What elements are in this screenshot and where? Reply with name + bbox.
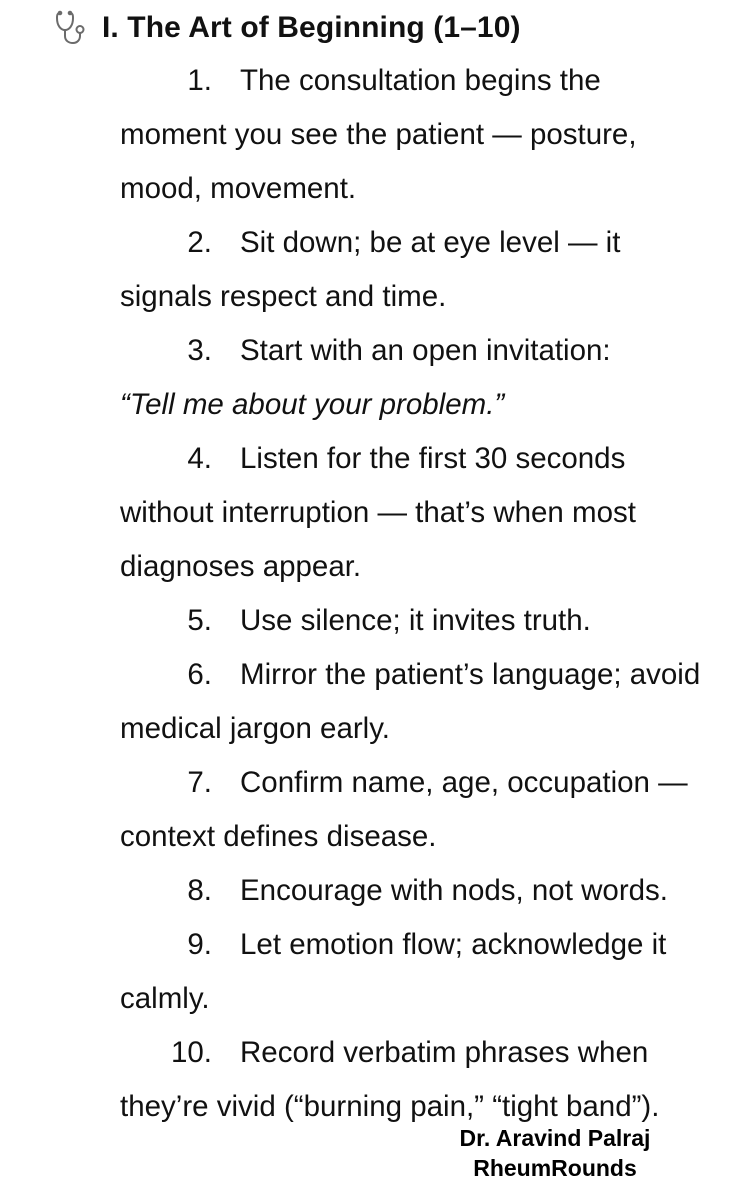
item-quote: “Tell me about your problem.” [120, 388, 505, 421]
item-number: 4. [187, 442, 212, 475]
list-item [120, 756, 710, 864]
list-item [120, 1026, 710, 1134]
item-text: Confirm name, age, occupation — context defines disease. [120, 766, 688, 853]
stethoscope-icon [52, 8, 92, 48]
list-item [120, 594, 710, 648]
item-text: Let emotion flow; acknowledge it calmly. [120, 928, 667, 1015]
section-heading [52, 6, 521, 50]
item-text: Encourage with nods, not words. [240, 874, 668, 907]
list-item [120, 918, 710, 1026]
item-number: 10. [170, 1036, 212, 1069]
list-item [120, 648, 710, 756]
item-number: 9. [187, 928, 212, 961]
item-text: The consultation begins the moment you see the patient — posture, mood, movement. [120, 64, 637, 205]
item-text: Listen for the first 30 seconds without interruption — that’s when most diagnoses appear. [120, 442, 636, 583]
list-item [120, 324, 710, 432]
item-number: 3. [187, 334, 212, 367]
item-number: 1. [187, 64, 212, 97]
item-number: 7. [187, 766, 212, 799]
item-number: 2. [187, 226, 212, 259]
advice-list [120, 54, 710, 1134]
item-number: 8. [187, 874, 212, 907]
author-name: Dr. Aravind Palraj [459, 1125, 651, 1151]
item-text: Sit down; be at eye level — it signals respect and time. [120, 226, 621, 313]
item-text: Use silence; it invites truth. [240, 604, 591, 637]
item-number: 6. [187, 658, 212, 691]
list-item [120, 864, 710, 918]
item-number: 5. [187, 604, 212, 637]
list-item [120, 216, 710, 324]
list-item [120, 54, 710, 216]
item-text: Record verbatim phrases when they’re vivid (“burning pain,” “tight band”). [120, 1036, 660, 1123]
page-title: I. The Art of Beginning (1–10) [102, 11, 521, 44]
list-item [120, 432, 710, 594]
brand-name: RheumRounds [473, 1155, 637, 1181]
item-text: Mirror the patient’s language; avoid medical jargon early. [120, 658, 701, 745]
signature-block [420, 1123, 690, 1183]
item-text: Start with an open invitation: [240, 334, 611, 367]
